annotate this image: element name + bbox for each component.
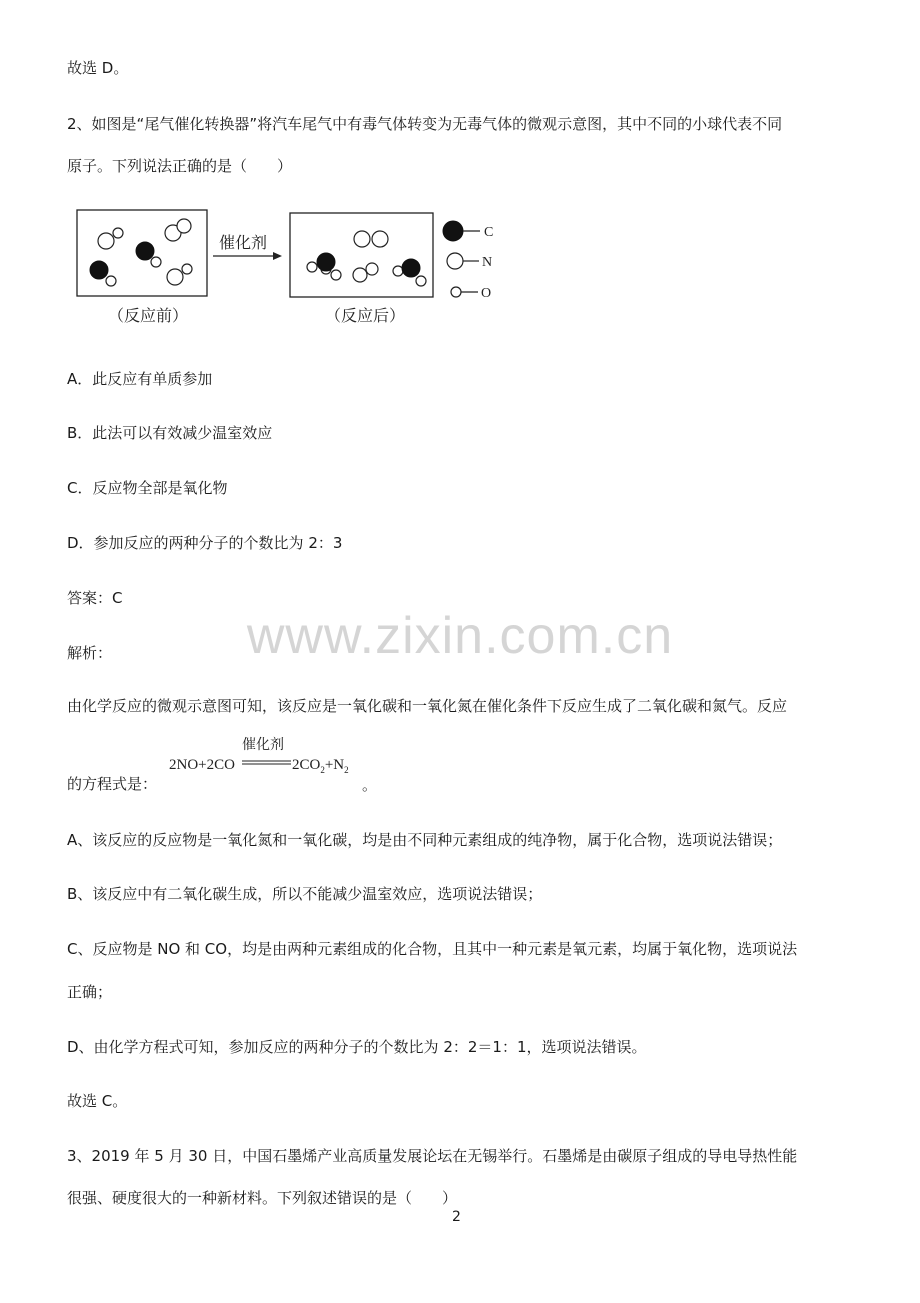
oxygen-atom [393, 266, 403, 276]
equation-rhs: $2CO_2+N_2$ [292, 757, 349, 775]
after-box [290, 213, 433, 297]
carbon-atom [402, 259, 420, 277]
equation-catalyst: 催化剂 [242, 737, 284, 753]
explanation-c-line-1: C、反应物是 NO 和 CO，均是由两种元素组成的化合物，且其中一种元素是氧元素，均属于氧化物，选项说法 [67, 940, 798, 958]
option-a: A．此反应有单质参加 [67, 370, 213, 388]
question-3-line-1: 3、2019 年 5 月 30 日，中国石墨烯产业高质量发展论坛在无锡举行。石墨烯是由碳原子组成的导电导热性能 [67, 1147, 798, 1165]
equation-lhs: 2NO+2CO [169, 757, 235, 773]
nitrogen-atom [372, 231, 388, 247]
question-2-line-1: 2、如图是“尾气催化转换器”将汽车尾气中有毒气体转变为无毒气体的微观示意图，其中不同的小球代表不同 [67, 115, 783, 133]
oxygen-atom [416, 276, 426, 286]
question-2-line-2: 原子。下列说法正确的是（ ） [67, 157, 293, 175]
option-c: C．反应物全部是氧化物 [67, 479, 228, 497]
carbon-atom [136, 242, 154, 260]
equation-period: 。 [362, 776, 378, 794]
text-line: 故选 D。 [67, 59, 129, 77]
oxygen-atom [182, 264, 192, 274]
page-number: 2 [452, 1209, 461, 1225]
legend-oxygen-label: O [481, 286, 492, 301]
nitrogen-atom [353, 268, 367, 282]
legend-carbon-icon [443, 221, 463, 241]
nitrogen-atom [98, 233, 114, 249]
explanation-d: D、由化学方程式可知，参加反应的两种分子的个数比为 2：2＝1：1，选项说法错误。 [67, 1038, 647, 1056]
explanation-line-2: 的方程式是： [67, 775, 158, 793]
option-b: B．此法可以有效减少温室效应 [67, 424, 273, 442]
explanation-c-line-2: 正确； [67, 983, 113, 1001]
question-3-line-2: 很强、硬度很大的一种新材料。下列叙述错误的是（ ） [67, 1189, 458, 1207]
carbon-atom [90, 261, 108, 279]
legend-carbon-label: C [484, 225, 494, 240]
explanation-a: A、该反应的反应物是一氧化氮和一氧化碳，均是由不同种元素组成的纯净物，属于化合物，选项说法错误； [67, 831, 783, 849]
nitrogen-atom [366, 263, 378, 275]
before-caption: （反应前） [108, 306, 189, 325]
nitrogen-atom [167, 269, 183, 285]
explanation-line-1: 由化学反应的微观示意图可知，该反应是一氧化碳和一氧化氮在催化条件下反应生成了二氧化碳和氮气。反应 [67, 697, 788, 715]
oxygen-atom [151, 257, 161, 267]
after-caption: （反应后） [325, 306, 406, 325]
oxygen-atom [307, 262, 317, 272]
legend-nitrogen-label: N [482, 255, 493, 270]
answer-line: 答案：C [67, 589, 123, 607]
chemical-equation [165, 734, 365, 784]
analysis-heading: 解析： [67, 644, 113, 662]
oxygen-atom [331, 270, 341, 280]
watermark: www.zixin.com.cn [246, 607, 674, 665]
choose-line: 故选 C。 [67, 1092, 128, 1110]
nitrogen-atom [354, 231, 370, 247]
arrow-head-icon [273, 252, 282, 260]
oxygen-atom [113, 228, 123, 238]
oxygen-atom [106, 276, 116, 286]
explanation-b: B、该反应中有二氧化碳生成，所以不能减少温室效应，选项说法错误； [67, 885, 543, 903]
arrow-label: 催化剂 [219, 233, 268, 252]
legend-oxygen-icon [451, 287, 461, 297]
carbon-atom [317, 253, 335, 271]
nitrogen-atom [177, 219, 191, 233]
legend-nitrogen-icon [447, 253, 463, 269]
option-d: D．参加反应的两种分子的个数比为 2：3 [67, 534, 343, 552]
reaction-diagram [70, 205, 510, 330]
